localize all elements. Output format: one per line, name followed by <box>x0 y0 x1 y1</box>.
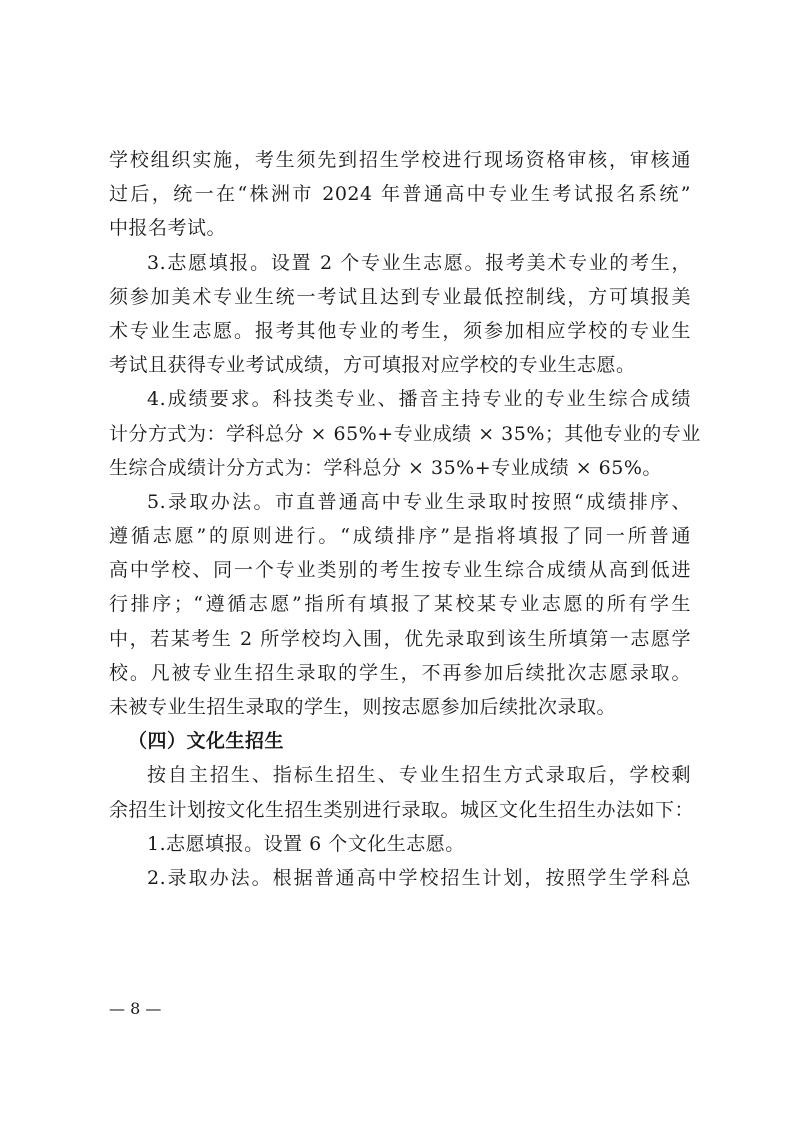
paragraph-line: 过后，统一在“株洲市 2024 年普通高中专业生考试报名系统” <box>109 183 691 206</box>
paragraph-line: 4.成绩要求。科技类专业、播音主持专业的专业生综合成绩 <box>147 388 691 411</box>
paragraph-line: 中报名考试。 <box>109 217 227 240</box>
paragraph-line: 考试且获得专业考试成绩，方可填报对应学校的专业生志愿。 <box>109 354 636 377</box>
paragraph-line: 5.录取办法。市直普通高中专业生录取时按照“成绩排序、 <box>147 490 691 513</box>
page-number: — 8 — <box>109 999 162 1018</box>
paragraph-line: 2.录取办法。根据普通高中学校招生计划，按照学生学科总 <box>147 866 691 889</box>
document-body <box>109 143 701 895</box>
section-heading: （四）文化生招生 <box>128 730 285 753</box>
paragraph-line: 1.志愿填报。设置 6 个文化生志愿。 <box>147 832 465 855</box>
paragraph-line: 未被专业生招生录取的学生，则按志愿参加后续批次录取。 <box>109 696 617 718</box>
paragraph-line: 中，若某考生 2 所学校均入围，优先录取到该生所填第一志愿学 <box>109 627 691 650</box>
paragraph-line: 高中学校、同一个专业类别的考生按专业生综合成绩从高到低进 <box>109 559 691 582</box>
paragraph-line: 须参加美术专业生统一考试且达到专业最低控制线，方可填报美 <box>109 285 691 308</box>
paragraph-line: 校。凡被专业生招生录取的学生，不再参加后续批次志愿录取。 <box>109 661 691 684</box>
paragraph-line: 术专业生志愿。报考其他专业的考生，须参加相应学校的专业生 <box>109 319 691 342</box>
paragraph-line: 按自主招生、指标生招生、专业生招生方式录取后，学校剩 <box>147 764 691 787</box>
paragraph-line: 余招生计划按文化生招生类别进行录取。城区文化生招生办法如下： <box>109 798 695 821</box>
paragraph-line: 计分方式为：学科总分 × 65%+专业成绩 × 35%；其他专业的专业 <box>109 422 701 445</box>
paragraph-line: 行排序；“遵循志愿”指所有填报了某校某专业志愿的所有学生 <box>109 593 691 616</box>
paragraph-line: 遵循志愿”的原则进行。“成绩排序”是指将填报了同一所普通 <box>109 525 691 548</box>
paragraph-line: 生综合成绩计分方式为：学科总分 × 35%+专业成绩 × 65%。 <box>109 456 662 479</box>
paragraph-line: 学校组织实施，考生须先到招生学校进行现场资格审核，审核通 <box>109 149 691 171</box>
paragraph-line: 3.志愿填报。设置 2 个专业生志愿。报考美术专业的考生， <box>147 251 691 274</box>
